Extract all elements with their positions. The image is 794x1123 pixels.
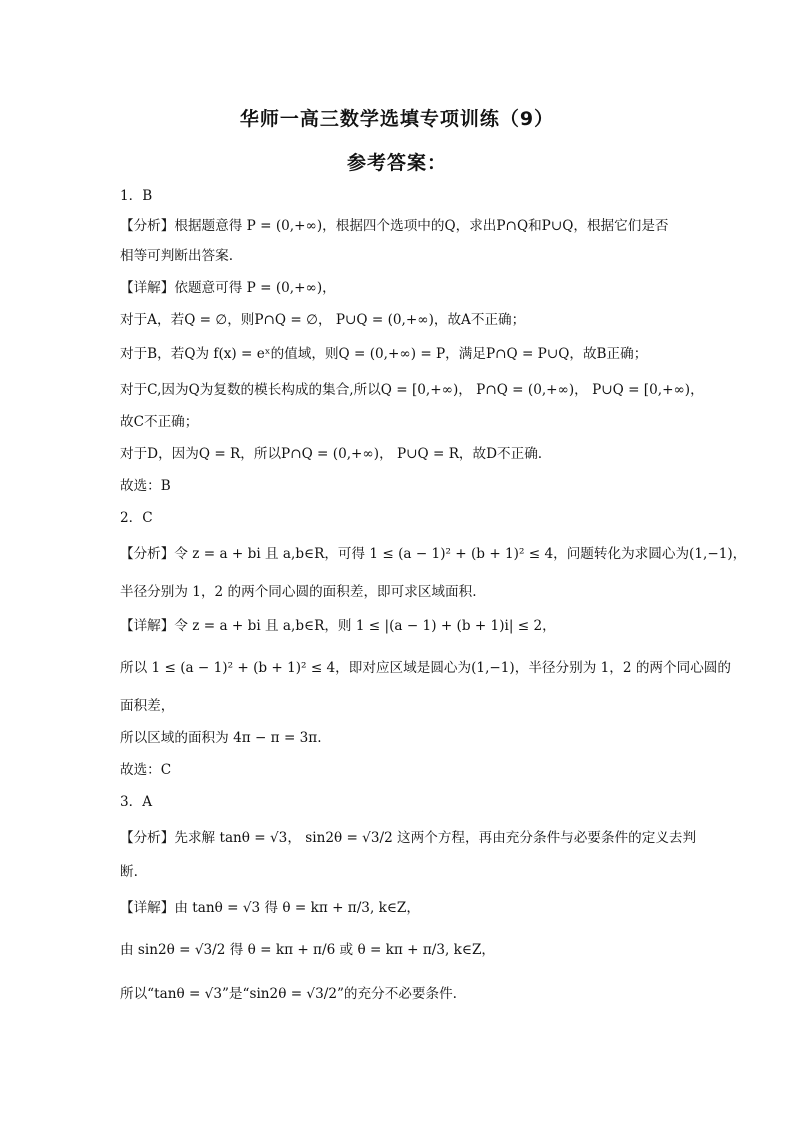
answer-2-detail-line3: 面积差， (120, 698, 175, 714)
answer-2-detail-line2: 所以 1 ≤ (a − 1)² + (b + 1)² ≤ 4，即对应区域是圆心为(1,−1)，半径分别为 1，2 的两个同心圆的 (120, 660, 731, 676)
answer-1-detail-line1: 【详解】依题意可得 P = (0,+∞)， (120, 280, 336, 296)
answer-2-analysis-line2: 半径分别为 1，2 的两个同心圆的面积差，即可求区域面积. (120, 584, 477, 600)
answer-1-choice: 故选：B (120, 478, 171, 494)
answer-2-analysis-line1: 【分析】令 z = a + bi 且 a,b∈R，可得 1 ≤ (a − 1)² + (b + 1)² ≤ 4，问题转化为求圆心为(1,−1)， (120, 546, 747, 562)
answer-1-option-c-cont: 故C不正确； (120, 414, 199, 430)
answer-3-analysis-line1: 【分析】先求解 tanθ = √3， sin2θ = √3/2 这两个方程，再由充分条件与必要条件的定义去判 (120, 830, 697, 846)
answer-1-option-c: 对于C,因为Q为复数的模长构成的集合,所以Q = [0,+∞)， P∩Q = (0,+∞)， P∪Q = [0,+∞)， (120, 382, 704, 398)
answer-2-choice: 故选：C (120, 762, 172, 778)
answer-2-area: 所以区域的面积为 4π − π = 3π. (120, 730, 322, 746)
answer-1-number: 1．B (120, 188, 153, 204)
answer-3-detail-line2: 由 sin2θ = √3/2 得 θ = kπ + π/6 或 θ = kπ + π/3, k∈Z， (120, 942, 496, 958)
answer-1-option-d: 对于D，因为Q = R，所以P∩Q = (0,+∞)， P∪Q = R，故D不正确. (120, 446, 543, 462)
answer-3-analysis-line2: 断. (120, 864, 138, 880)
answer-1-option-a: 对于A，若Q = ∅，则P∩Q = ∅， P∪Q = (0,+∞)，故A不正确； (120, 312, 526, 328)
answer-1-option-b: 对于B，若Q为 f(x) = eˣ的值域，则Q = (0,+∞) = P，满足P∩Q = P∪Q，故B正确； (120, 346, 648, 362)
answer-heading: 参考答案： (346, 152, 447, 174)
answer-3-detail-line1: 【详解】由 tanθ = √3 得 θ = kπ + π/3, k∈Z， (120, 900, 420, 916)
answer-3-conclusion: 所以“tanθ = √3”是“sin2θ = √3/2”的充分不必要条件. (120, 986, 457, 1002)
answer-1-analysis-line2: 相等可判断出答案. (120, 248, 234, 264)
answer-3-number: 3．A (120, 794, 153, 810)
answer-2-number: 2．C (120, 510, 153, 526)
page-title: 华师一高三数学选填专项训练（9） (239, 108, 555, 130)
answer-2-detail-line1: 【详解】令 z = a + bi 且 a,b∈R，则 1 ≤ |(a − 1) + (b + 1)i| ≤ 2， (120, 618, 556, 634)
answer-1-analysis-line1: 【分析】根据题意得 P = (0,+∞)，根据四个选项中的Q，求出P∩Q和P∪Q，根据它们是否 (120, 218, 669, 234)
